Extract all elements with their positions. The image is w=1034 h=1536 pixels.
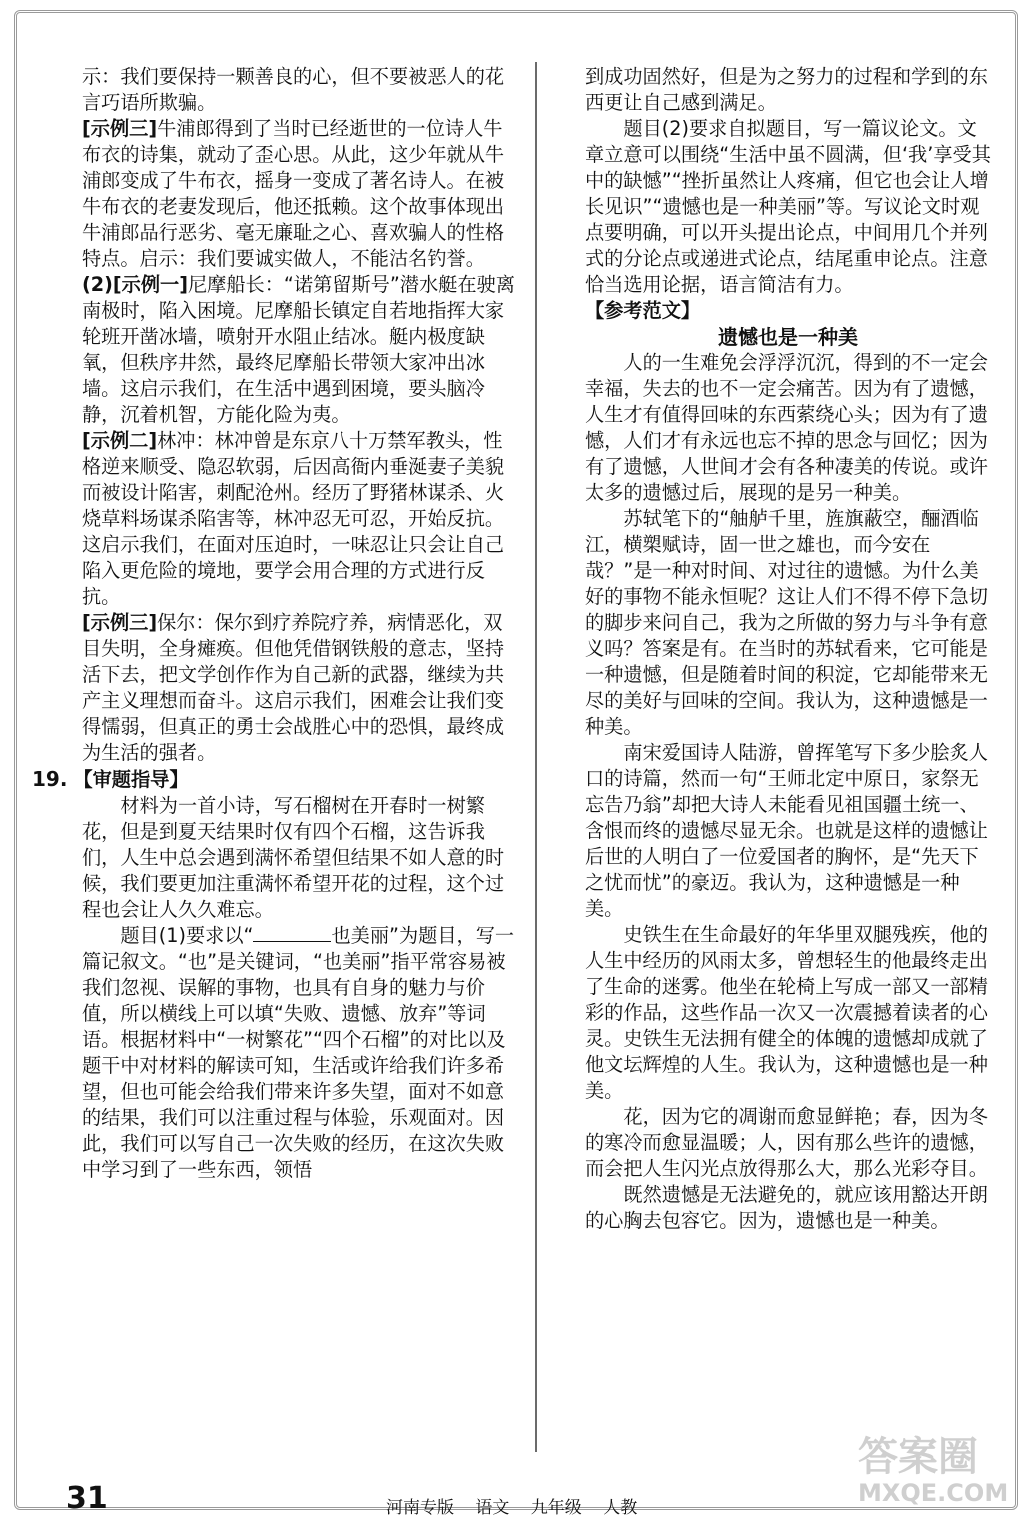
column-divider	[535, 62, 537, 1452]
page-number: 31	[66, 1481, 108, 1516]
left-paragraph-3: [示例二]林冲：林冲曾是东京八十万禁军教头，性格逆来顺受、隐忍软弱，后因高衙内垂涎妻子美貌而被设计陷害，刺配沧州。经历了野猪林谋杀、火烧草料场谋杀陷害等，林冲忍无可忍，开始反抗。这启示我们，在面对压迫时，一味忍让只会让自己陷入更危险的境地，要学会用合理的方式进行反抗。	[82, 429, 505, 608]
watermark-url: MXQE.COM	[858, 1479, 1009, 1507]
reference-essay-heading: 【参考范文】	[585, 299, 701, 322]
section-heading: 【审题指导】	[73, 768, 189, 791]
left-column	[32, 64, 518, 1183]
left-paragraph-2: (2)[示例一]尼摩船长：“诺第留斯号”潜水艇在驶离南极时，陷入困境。尼摩船长镇定自若地指挥大家轮班开凿冰墙，喷射开水阻止结冰。艇内极度缺氧，但秩序井然，最终尼摩船长带领大家冲出冰墙。这启示我们，在生活中遇到困境，要头脑冷静，沉着机智，方能化险为夷。	[82, 273, 515, 426]
essay-paragraph: 花，因为它的凋谢而愈显鲜艳；春，因为冬的寒冷而愈显温暖；人，因有那么些许的遗憾，而会把人生闪光点放得那么大，那么光彩夺目。	[585, 1105, 988, 1180]
question-number: 19.	[32, 767, 68, 791]
q19-paragraph-2: 题目(1)要求以“ 也美丽”为题目，写一篇记叙文。“也”是关键词，“也美丽”指平常容易被我们忽视、误解的事物，也具有自身的魅力与价值，所以横线上可以填“失败、遗憾、放弃”等词语。根据材料中“一树繁花”“四个石榴”的对比以及题干中对材料的解读可知，生活或许给我们许多希望，但也可能会给我们带来许多失望，面对不如意的结果，我们可以注重过程与体验，乐观面对。因此，我们可以写自己一次失败的经历，在这次失败中学习到了一些东西，领悟	[82, 924, 515, 1181]
question-19-heading	[32, 766, 518, 793]
left-paragraph-4: [示例三]保尔：保尔到疗养院疗养，病情恶化，双目失明，全身瘫痪。但他凭借钢铁般的意志，坚持活下去，把文学创作作为自己新的武器，继续为共产主义理想而奋斗。这启示我们，困难会让我们变得懦弱，但真正的勇士会战胜心中的恐惧，最终成为生活的强者。	[82, 611, 505, 764]
essay-paragraph: 史铁生在生命最好的年华里双腿残疾，他的人生中经历的风雨太多，曾想轻生的他最终走出了生命的迷雾。他坐在轮椅上写成一部又一部精彩的作品，这些作品一次又一次震撼着读者的心灵。史铁生无法拥有健全的体魄的遗憾却成就了他文坛辉煌的人生。我认为，这种遗憾也是一种美。	[585, 923, 988, 1102]
essay-title: 遗憾也是一种美	[718, 325, 858, 349]
edition-info: 河南专版 语文 九年级 人教	[386, 1498, 638, 1518]
left-paragraph-0: 示：我们要保持一颗善良的心，但不要被恶人的花言巧语所欺骗。	[82, 65, 505, 114]
left-paragraph-1: [示例三]牛浦郎得到了当时已经逝世的一位诗人牛布衣的诗集，就动了歪心思。从此，这少年就从牛浦郎变成了牛布衣，摇身一变成了著名诗人。在被牛布衣的老妻发现后，他还抵赖。这个故事体现出牛浦郎品行恶劣、毫无廉耻之心、喜欢骗人的性格特点。启示：我们要诚实做人，不能沽名钓誉。	[82, 117, 505, 270]
q19-paragraph-1: 材料为一首小诗，写石榴树在开春时一树繁花，但是到夏天结果时仅有四个石榴，这告诉我们，人生中总会遇到满怀希望但结果不如人意的时候，我们要更加注重满怀希望开花的过程，这个过程也会让人久久难忘。	[82, 794, 505, 921]
right-column	[585, 64, 991, 1234]
right-continuation: 到成功固然好，但是为之努力的过程和学到的东西更让自己感到满足。	[585, 65, 988, 114]
q19-paragraph-3: 题目(2)要求自拟题目，写一篇议论文。文章立意可以围绕“生活中虽不圆满，但‘我’享受其中的缺憾”“挫折虽然让人疼痛，但它也会让人增长见识”“遗憾也是一种美丽”等。写议论文时观点要明确，可以开头提出论点，中间用几个并列式的分论点或递进式论点，结尾重申论点。注意恰当选用论据，语言简洁有力。	[585, 117, 991, 296]
watermark-logo	[858, 1435, 1008, 1525]
page-footer	[66, 1481, 966, 1525]
watermark-text: 答案圈	[858, 1434, 978, 1480]
essay-paragraph: 人的一生难免会浮浮沉沉，得到的不一定会幸福，失去的也不一定会痛苦。因为有了遗憾，人生才有值得回味的东西萦绕心头；因为有了遗憾，人们才有永远也忘不掉的思念与回忆；因为有了遗憾，人世间才会有各种凄美的传说。或许太多的遗憾过后，展现的是另一种美。	[585, 351, 988, 504]
essay-paragraph: 苏轼笔下的“舳舻千里，旌旗蔽空，酾酒临江，横槊赋诗，固一世之雄也，而今安在哉？”是一种对时间、对过往的遗憾。为什么美好的事物不能永恒呢？这让人们不得不停下急切的脚步来问自己，我为之所做的努力与斗争有意义吗？答案是有。在当时的苏轼看来，它可能是一种遗憾，但是随着时间的积淀，它却能带来无尽的美好与回味的空间。我认为，这种遗憾是一种美。	[585, 507, 988, 738]
essay-paragraph: 南宋爱国诗人陆游，曾挥笔写下多少脍炙人口的诗篇，然而一句“王师北定中原日，家祭无忘告乃翁”却把大诗人未能看见祖国疆土统一、含恨而终的遗憾尽显无余。也就是这样的遗憾让后世的人明白了一位爱国者的胸怀，是“先天下之忧而忧”的豪迈。我认为，这种遗憾是一种美。	[585, 741, 988, 920]
essay-paragraph: 既然遗憾是无法避免的，就应该用豁达开朗的心胸去包容它。因为，遗憾也是一种美。	[585, 1183, 988, 1232]
blank-line	[253, 923, 331, 942]
